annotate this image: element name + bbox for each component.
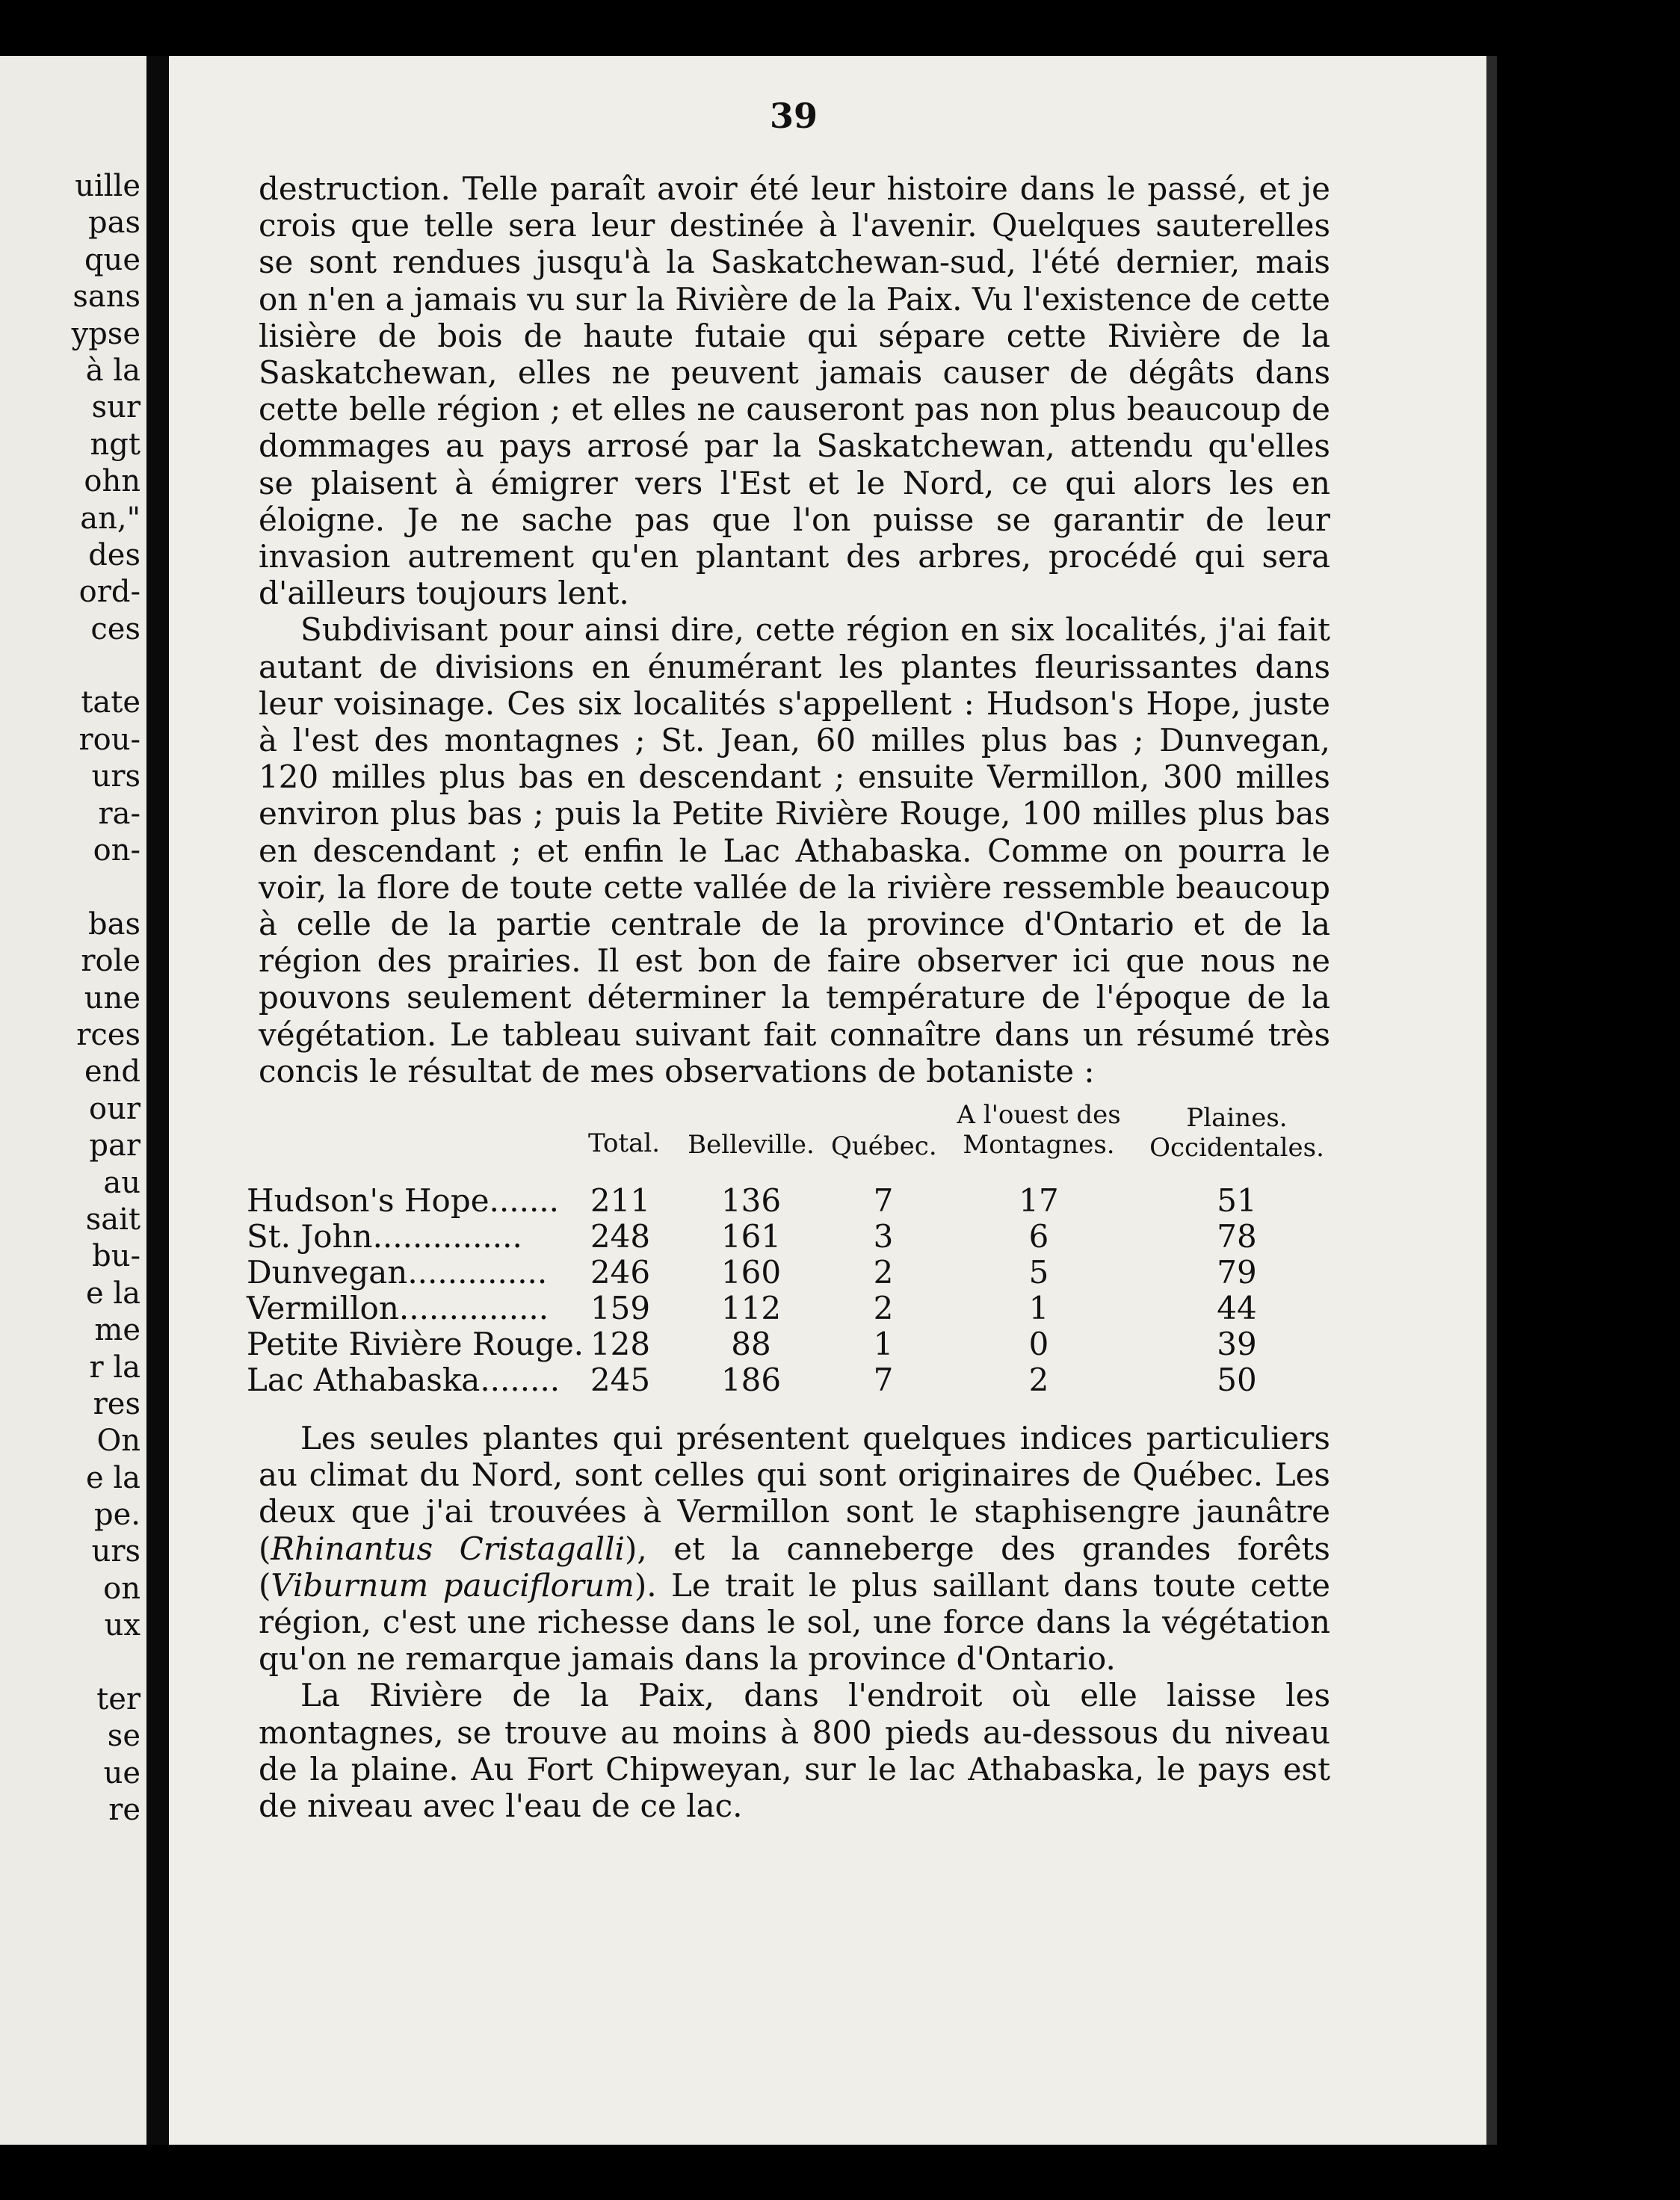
latin-name-rhinantus: Rhinantus Cristagalli — [271, 1530, 625, 1567]
header-quebec: Québec. — [831, 1131, 937, 1161]
count-ouest: 6 — [1028, 1218, 1049, 1255]
paragraph-3: Les seules plantes qui présentent quelques indices particuliers au climat du Nord, sont celles qui sont originaires de Québec. Les deux que j'ai trouvées à Vermillon sont le staphisengre jaunâtre (Rhinantus Cristagalli), et la canneberge des grandes forêts (Viburnum pauciflorum). Le trait le plus saillant dans toute cette région, c'est une richesse dans le sol, une force dans la végétation qu'on ne remarque jamais dans la province d'Ontario. — [259, 1420, 1330, 1678]
count-ouest: 0 — [1028, 1326, 1049, 1362]
locality-name: Vermillon............... — [247, 1290, 549, 1326]
plant-count-table — [247, 1100, 1338, 1399]
count-total: 248 — [590, 1218, 651, 1255]
header-plaines-line1: Plaines. — [1186, 1103, 1288, 1133]
paragraph-2: Subdivisant pour ainsi dire, cette région en six localités, j'ai fait autant de divisions en énumérant les plantes fleurissantes dans leur voisinage. Ces six localités s'appellent : Hudson's Hope, juste à l'est des montagnes ; St. Jean, 60 milles plus bas ; Dunvegan, 120 milles plus bas en descendant ; ensuite Vermillon, 300 milles environ plus bas ; puis la Petite Rivière Rouge, 100 milles plus bas en descendant ; et enfin le Lac Athabaska. Comme on pourra le voir, la flore de toute cette vallée de la rivière ressemble beaucoup à celle de la partie centrale de la province d'Ontario et de la région des prairies. Il est bon de faire observer ici que nous ne pouvons seulement déterminer la température de l'époque de la végétation. Le tableau suivant fait connaître dans un résumé très concis le résultat de mes observations de botaniste : — [259, 611, 1330, 1090]
count-quebec: 7 — [873, 1362, 894, 1398]
count-plaines: 51 — [1217, 1182, 1257, 1219]
fragment-line: on- — [93, 833, 140, 868]
fragment-line: uille — [75, 169, 140, 203]
count-plaines: 39 — [1217, 1326, 1257, 1362]
fragment-line — [72, 648, 140, 685]
fragment-line: r la — [89, 1350, 140, 1385]
fragment-line: ngt — [90, 427, 140, 462]
fragment-line: on — [103, 1571, 140, 1606]
header-ouest-line1: A l'ouest des — [957, 1100, 1121, 1130]
count-total: 159 — [590, 1290, 651, 1326]
adjacent-page-fragment — [0, 56, 146, 2145]
count-belleville: 88 — [731, 1326, 771, 1362]
table-row — [247, 1218, 1338, 1255]
count-ouest: 1 — [1028, 1290, 1049, 1326]
locality-name: Dunvegan.............. — [247, 1254, 548, 1291]
count-quebec: 7 — [873, 1182, 894, 1219]
fragment-line: que — [84, 242, 140, 277]
count-total: 245 — [590, 1362, 651, 1398]
locality-name: Lac Athabaska........ — [247, 1362, 560, 1398]
count-ouest: 5 — [1028, 1254, 1049, 1291]
fragment-line: ue — [103, 1755, 140, 1790]
fragment-line: sait — [85, 1202, 140, 1237]
count-quebec: 3 — [873, 1218, 894, 1255]
header-total: Total. — [587, 1128, 661, 1158]
locality-name: Petite Rivière Rouge. — [247, 1326, 584, 1362]
paragraph-1: destruction. Telle paraît avoir été leur histoire dans le passé, et je crois que telle sera leur destinée à l'avenir. Quelques sauterelles se sont rendues jusqu'à la Saskatchewan-sud, l'été dernier, mais on n'en a jamais vu sur la Rivière de la Paix. Vu l'existence de cette lisière de bois de haute futaie qui sépare cette Rivière de la Saskatchewan, elles ne peuvent jamais causer de dégâts dans cette belle région ; et elles ne causeront pas non plus beaucoup de dommages au pays arrosé par la Saskatchewan, attendu qu'elles se plaisent à émigrer vers l'Est et le Nord, ce qui alors les en éloigne. Je ne sache pas que l'on puisse se garantir de leur invasion autrement qu'en plantant des arbres, procédé qui sera d'ailleurs toujours lent. — [259, 170, 1330, 612]
fragment-line: end — [84, 1054, 140, 1090]
count-ouest: 17 — [1019, 1182, 1059, 1219]
fragment-line: ter — [96, 1682, 140, 1717]
table-row — [247, 1254, 1338, 1291]
header-ouest-line2: Montagnes. — [963, 1130, 1115, 1160]
fragment-line: ohn — [84, 464, 140, 499]
latin-name-viburnum: Viburnum pauciflorum — [271, 1566, 634, 1604]
fragment-line: tate — [81, 685, 140, 720]
fragment-line: bu- — [92, 1239, 140, 1274]
table-row — [247, 1362, 1338, 1399]
count-plaines: 78 — [1217, 1218, 1257, 1255]
count-plaines: 50 — [1217, 1362, 1257, 1398]
fragment-line: pe. — [94, 1498, 140, 1533]
count-quebec: 2 — [873, 1290, 894, 1326]
fragment-line: e la — [85, 1276, 140, 1311]
fragment-line — [72, 869, 140, 906]
fragment-line: ces — [90, 611, 140, 646]
header-plaines-line2: Occidentales. — [1149, 1133, 1324, 1163]
fragment-line: role — [81, 944, 140, 979]
fragment-line: ux — [104, 1608, 140, 1643]
count-quebec: 2 — [873, 1254, 894, 1291]
closing-text — [259, 1420, 1330, 1824]
main-text — [259, 170, 1330, 1090]
locality-name: St. John............... — [247, 1218, 522, 1255]
fragment-line: On — [96, 1424, 140, 1459]
count-plaines: 44 — [1217, 1290, 1257, 1326]
fragment-line: rou- — [78, 722, 140, 757]
count-total: 128 — [590, 1326, 651, 1362]
fragment-line: me — [94, 1313, 140, 1348]
count-belleville: 161 — [720, 1218, 782, 1255]
book-gutter — [146, 56, 169, 2145]
count-quebec: 1 — [873, 1326, 894, 1362]
fragment-line: our — [89, 1091, 140, 1126]
table-row — [247, 1182, 1338, 1220]
fragment-line: ypse — [71, 316, 140, 351]
fragment-line: au — [103, 1165, 140, 1200]
fragment-line: à la — [85, 353, 140, 388]
fragment-line: sans — [72, 279, 140, 315]
table-row — [247, 1290, 1338, 1327]
fragment-line — [72, 1645, 140, 1681]
count-belleville: 136 — [720, 1182, 782, 1219]
fragment-line: e la — [85, 1460, 140, 1495]
fragment-line: une — [84, 980, 140, 1016]
fragment-line: res — [93, 1386, 140, 1421]
fragment-line: ra- — [98, 796, 140, 831]
page-number: 39 — [770, 96, 818, 136]
count-ouest: 2 — [1028, 1362, 1049, 1398]
count-belleville: 186 — [720, 1362, 782, 1398]
fragment-line: pas — [88, 206, 140, 241]
count-belleville: 160 — [720, 1254, 782, 1291]
fragment-line: urs — [91, 759, 140, 794]
fragment-line: par — [89, 1128, 140, 1164]
fragment-line: urs — [91, 1534, 140, 1569]
fragment-line: an," — [80, 501, 140, 536]
fragment-line: ord- — [78, 575, 140, 610]
fragment-line: rces — [76, 1017, 140, 1052]
locality-name: Hudson's Hope....... — [247, 1182, 560, 1219]
count-plaines: 79 — [1217, 1254, 1257, 1291]
count-total: 246 — [590, 1254, 651, 1291]
count-belleville: 112 — [720, 1290, 782, 1326]
count-total: 211 — [590, 1182, 651, 1219]
fragment-line: bas — [88, 906, 140, 942]
fragment-line: re — [108, 1793, 140, 1828]
fragment-line: se — [107, 1719, 140, 1754]
page-edge-shadow — [1486, 56, 1497, 2145]
paragraph-4: La Rivière de la Paix, dans l'endroit où elle laisse les montagnes, se trouve au moins à 800 pieds au-dessous du niveau de la plaine. Au Fort Chipweyan, sur le lac Athabaska, le pays est de niveau avec l'eau de ce lac. — [259, 1677, 1330, 1825]
table-row — [247, 1326, 1338, 1363]
fragment-line: sur — [91, 390, 140, 425]
fragment-line: des — [88, 537, 140, 572]
header-belleville: Belleville. — [688, 1130, 815, 1160]
adjacent-page-text — [72, 168, 140, 1829]
